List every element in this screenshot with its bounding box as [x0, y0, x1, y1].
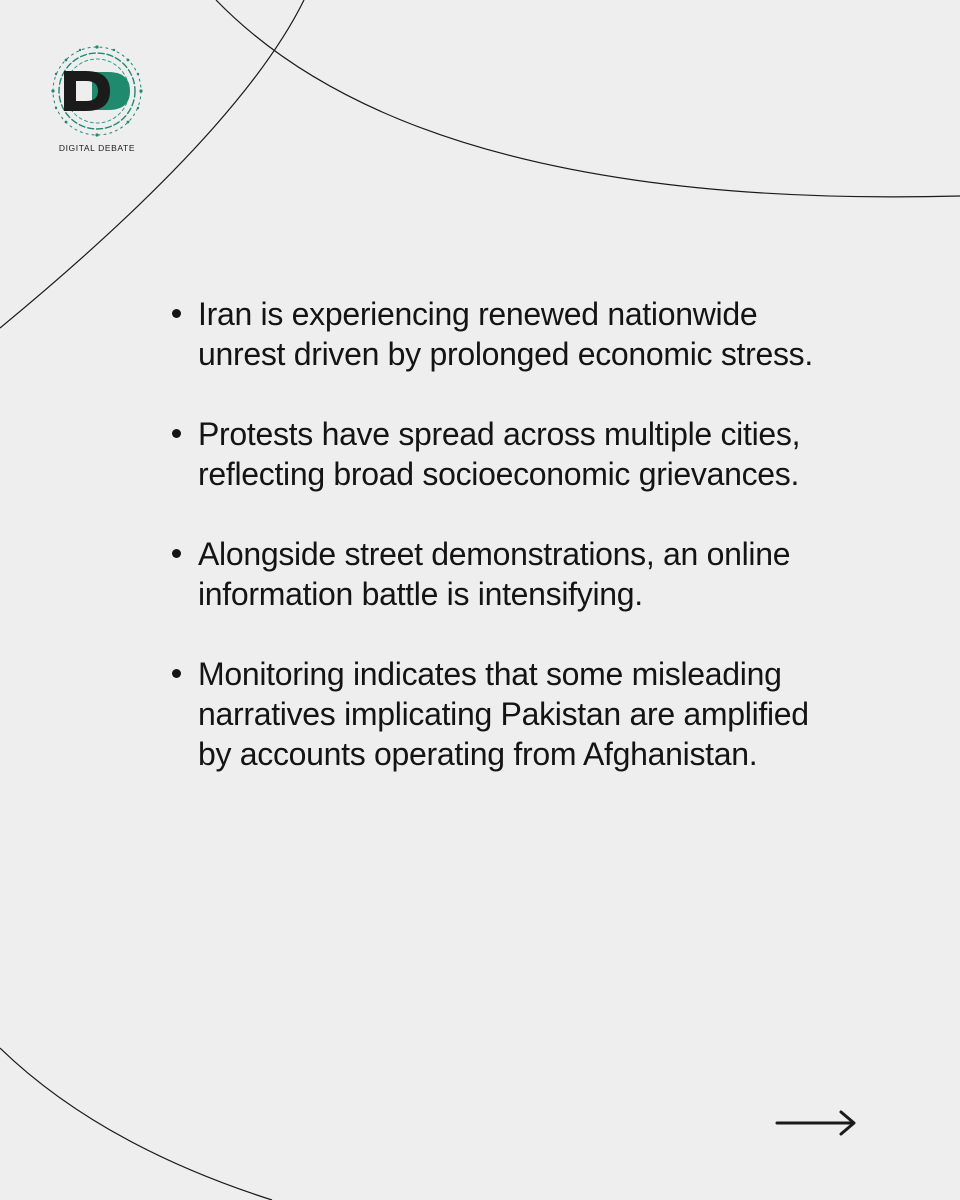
digital-debate-logo — [44, 44, 150, 160]
bottom-arc-line — [0, 1048, 272, 1200]
top-arc-line — [216, 0, 960, 197]
logo-caption: DIGITAL DEBATE — [58, 143, 136, 153]
bullet-list — [172, 294, 822, 814]
bullet-item-3: Alongside street demonstrations, an online information battle is intensifying. — [172, 534, 822, 614]
bullet-item-2: Protests have spread across multiple cities, reflecting broad socioeconomic grievances. — [172, 414, 822, 494]
bullet-item-1: Iran is experiencing renewed nationwide unrest driven by prolonged economic stress. — [172, 294, 822, 374]
next-slide-button[interactable] — [774, 1108, 858, 1138]
right-arrow-icon — [774, 1108, 858, 1138]
logo-letter-d-front — [64, 71, 110, 111]
logo-mark-icon — [44, 44, 150, 142]
bullet-item-4: Monitoring indicates that some misleading narratives implicating Pakistan are amplified by accounts operating from Afghanistan. — [172, 654, 822, 774]
